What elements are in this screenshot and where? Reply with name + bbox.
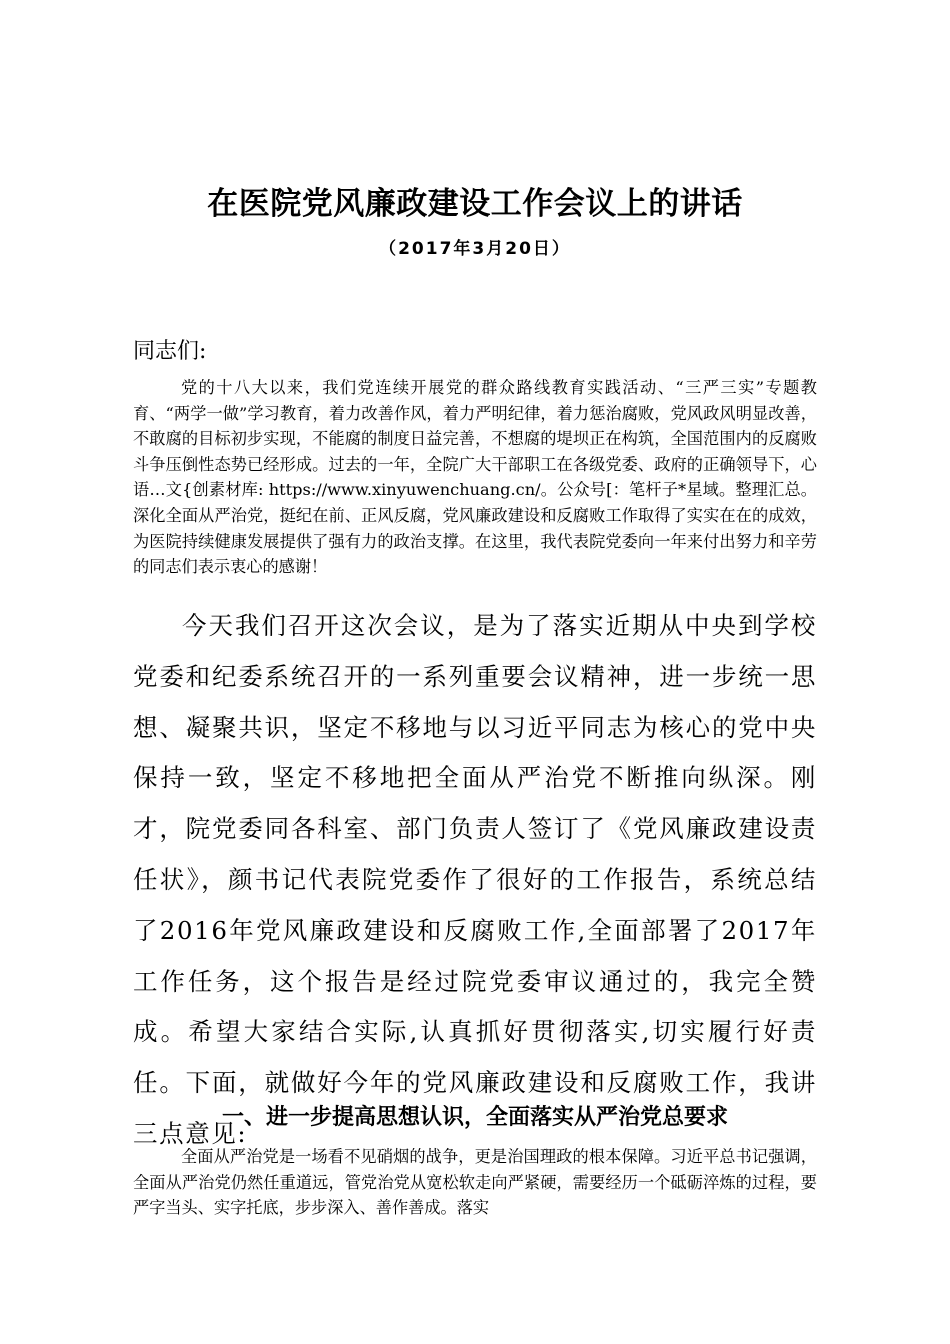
salutation: 同志们: <box>133 339 207 364</box>
speech-title: 在医院党风廉政建设工作会议上的讲话 <box>207 186 743 222</box>
paragraph-section-1: 全面从严治党是一场看不见硝烟的战争，更是治国理政的根本保障。习近平总书记强调，全面从严治党仍然任重道远，管党治党从宽松软走向严紧硬，需要经历一个砥砺淬炼的过程，要严字当头、实字托底，步步深入、善作善成。落实 <box>133 1147 817 1218</box>
paragraph-intro: 党的十八大以来，我们党连续开展党的群众路线教育实践活动、“三严三实”专题教育、“两学一做”学习教育，着力改善作风，着力严明纪律，着力惩治腐败，党风政风明显改善，不敢腐的目标初步实现，不能腐的制度日益完善，不想腐的堤坝正在构筑，全国范围内的反腐败斗争压倒性态势已经形成。过去的一年，全院广大干部职工在各级党委、政府的正确领导下，心语…文{创素材库: https://www.xinyuwenchuang.cn/。公众号[：笔杆子*星域。整理汇总。深化全面从严治党，挺纪在前、正风反腐，党风廉政建设和反腐败工作取得了实实在在的成效，为医院持续健康发展提供了强有力的政治支撑。在这里，我代表院党委向一年来付出努力和辛劳的同志们表示衷心的感谢！ <box>133 378 817 577</box>
speech-date: （2017年3月20日） <box>379 239 571 259</box>
paragraph-meeting-purpose: 今天我们召开这次会议，是为了落实近期从中央到学校党委和纪委系统召开的一系列重要会议精神，进一步统一思想、凝聚共识，坚定不移地与以习近平同志为核心的党中央保持一致，坚定不移地把全面从严治党不断推向纵深。刚才，院党委同各科室、部门负责人签订了《党风廉政建设责任状》，颜书记代表院党委作了很好的工作报告，系统总结了2016年党风廉政建设和反腐败工作,全面部署了2017年工作任务，这个报告是经过院党委审议通过的，我完全赞成。希望大家结合实际,认真抓好贯彻落实,切实履行好责任。下面，就做好今年的党风廉政建设和反腐败工作，我讲三点意见: <box>133 611 817 1148</box>
section-heading-1: 一、进一步提高思想认识，全面落实从严治党总要求 <box>221 1105 728 1130</box>
